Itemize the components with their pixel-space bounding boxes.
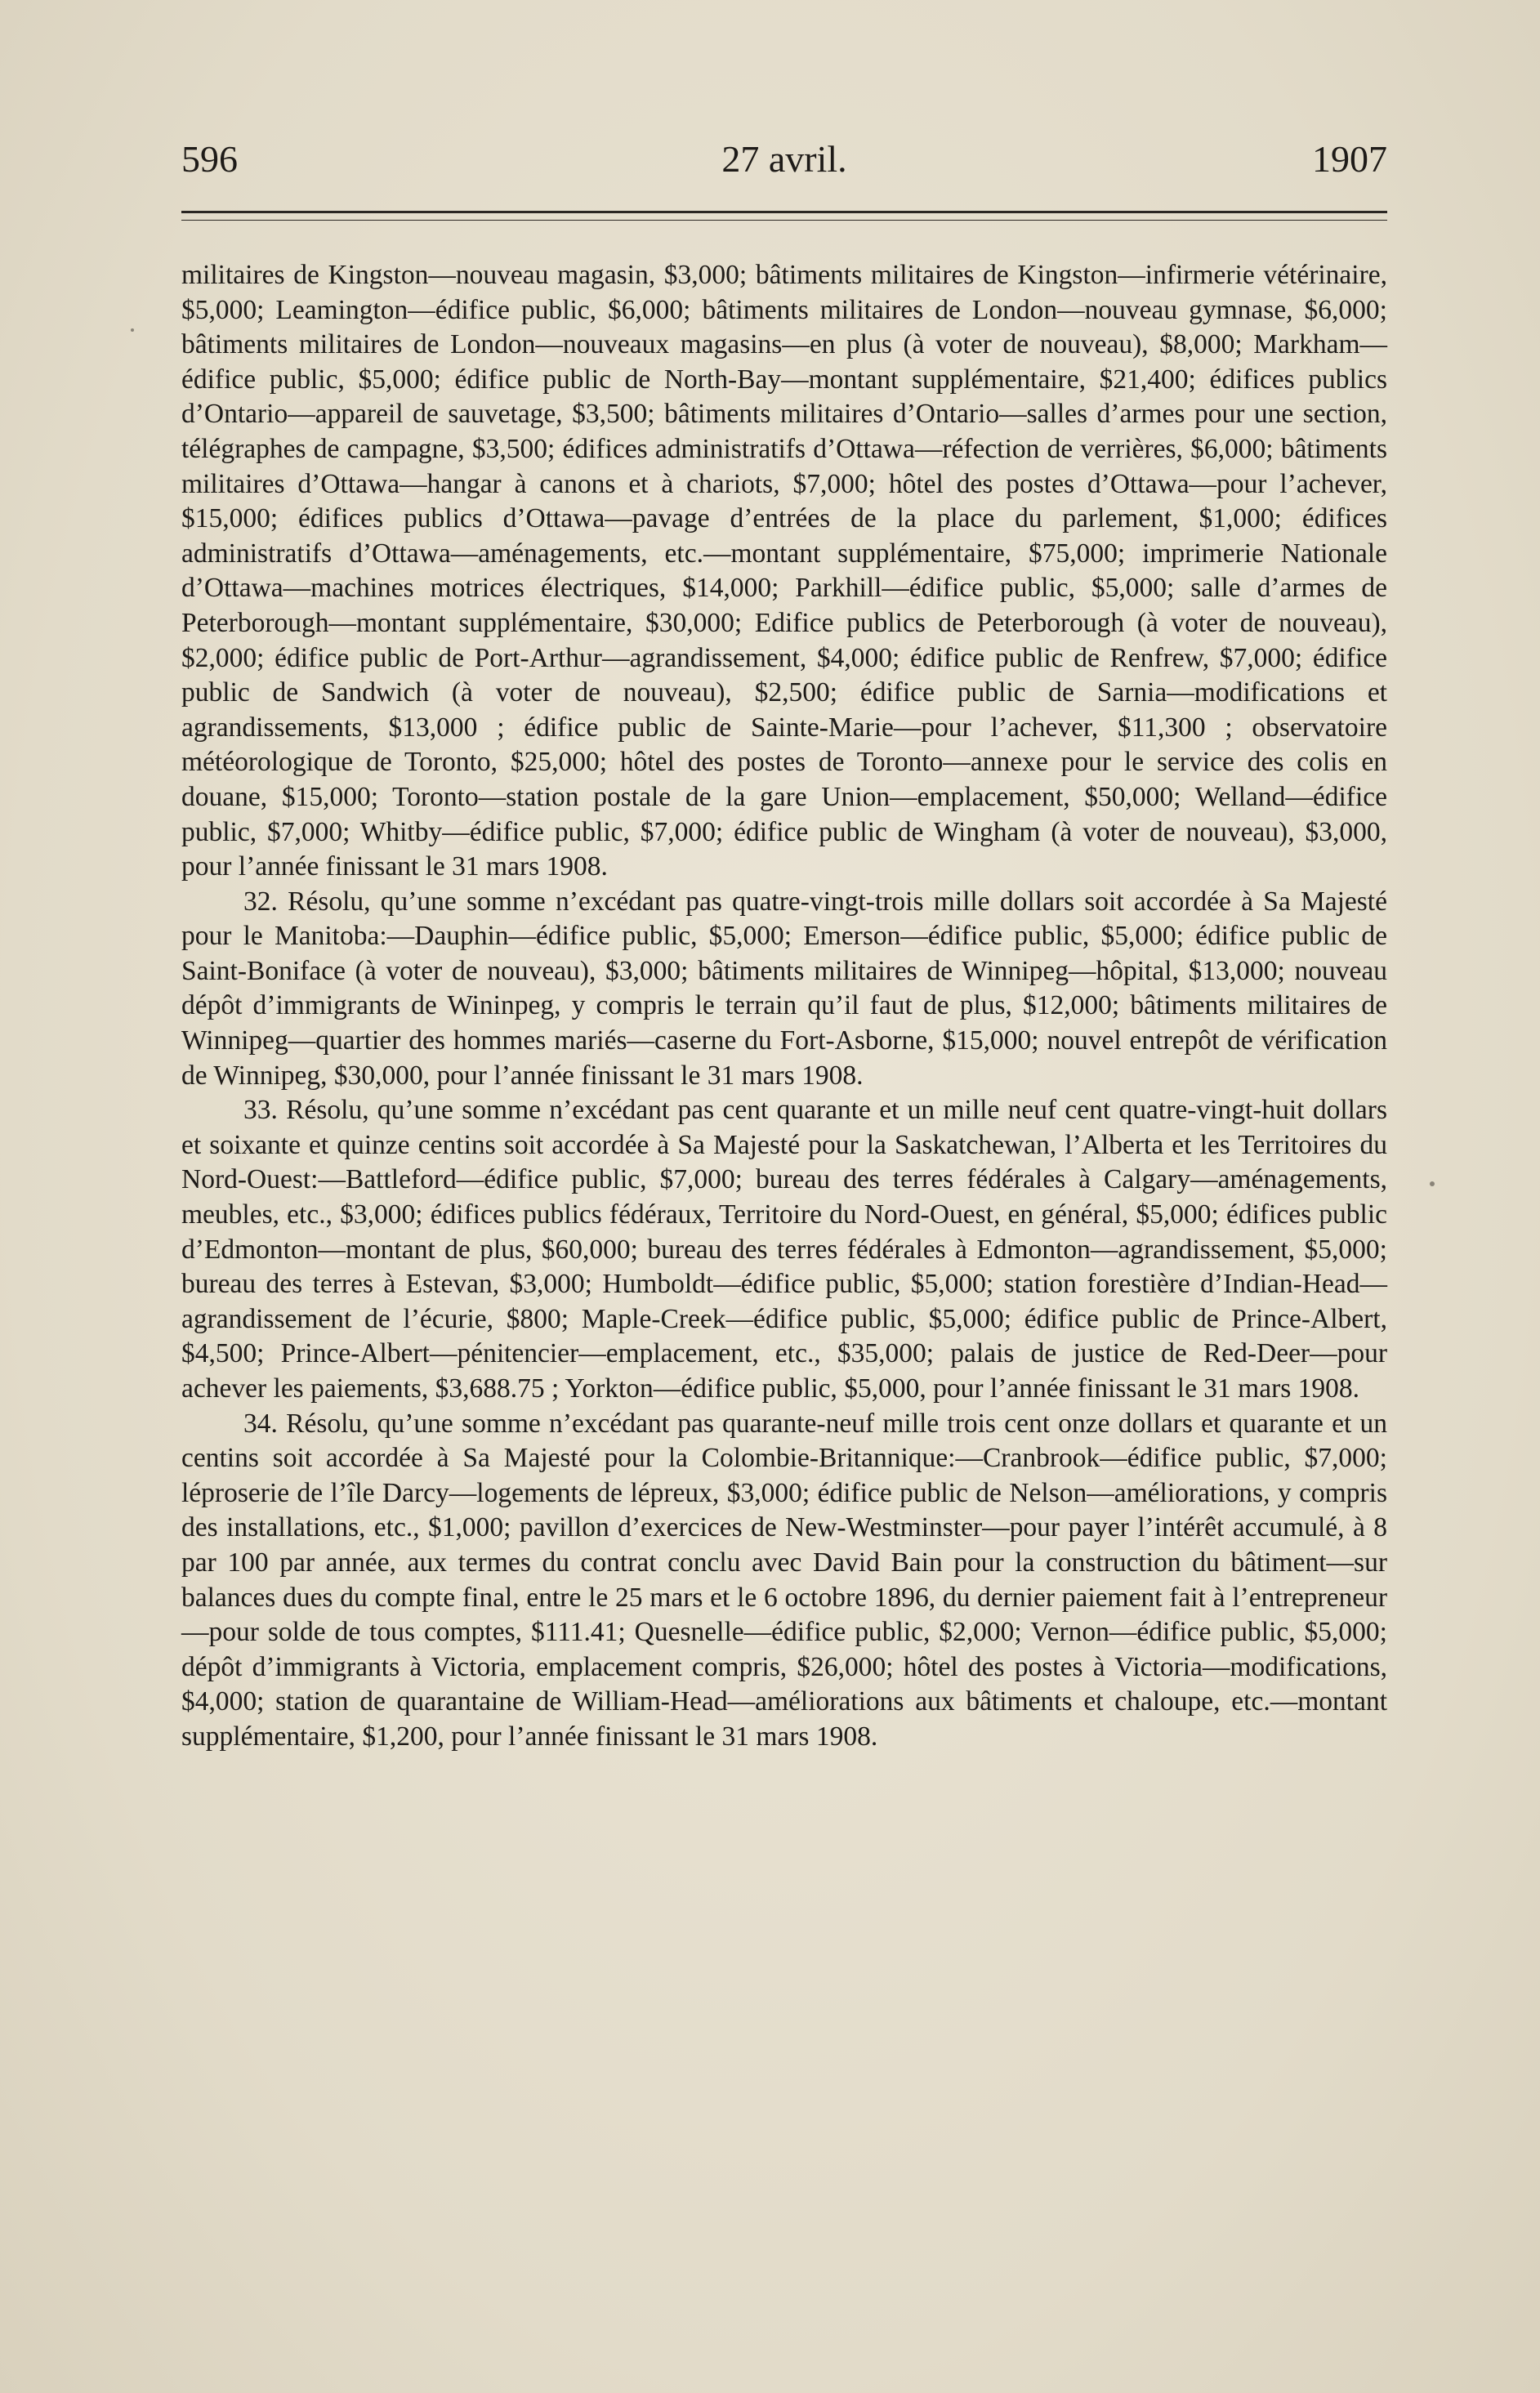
paragraph-continued: militaires de Kingston—nouveau magasin, $3,000; bâtiments militaires de Kingston—infirmerie vétérinaire, $5,000; Leamington—édifice public, $6,000; bâtiments militaires de London—nouveau gymnase, $6,000; bâtiments militaires de London—nouveaux magasins—en plus (à voter de nouveau), $8,000; Markham—édifice public, $5,000; édifice public de North-Bay—montant supplémentaire, $21,400; édifices publics d’Ontario—appareil de sauvetage, $3,500; bâtiments militaires d’Ontario—salles d’armes pour une section, télégraphes de campagne, $3,500; édifices administratifs d’Ottawa—réfection de verrières, $6,000; bâtiments militaires d’Ottawa—hangar à canons et à chariots, $7,000; hôtel des postes d’Ottawa—pour l’achever, $15,000; édifices publics d’Ottawa—pavage d’entrées de la place du parlement, $1,000; édifices administratifs d’Ottawa—aménagements, etc.—montant supplémentaire, $75,000; imprimerie Nationale d’Ottawa—machines motrices électriques, $14,000; Parkhill—édifice public, $5,000; salle d’armes de Peterborough—montant supplémentaire, $30,000; Edifice publics de Peterborough (à voter de nouveau), $2,000; édifice public de Port-Arthur—agrandissement, $4,000; édifice public de Renfrew, $7,000; édifice public de Sandwich (à voter de nouveau), $2,500; édifice public de Sarnia—modifications et agrandissements, $13,000 ; édifice public de Sainte-Marie—pour l’achever, $11,300 ; observatoire météorologique de Toronto, $25,000; hôtel des postes de Toronto—annexe pour le service des colis en douane, $15,000; Toronto—station postale de la gare Union—emplacement, $50,000; Welland—édifice public, $7,000; Whitby—édifice public, $7,000; édifice public de Wingham (à voter de nouveau), $3,000, pour l’année finissant le 31 mars 1908.	[181, 260, 1387, 882]
paper-speck	[131, 328, 134, 332]
paragraph-resolution-34: 34. Résolu, qu’une somme n’excédant pas quarante-neuf mille trois cent onze dollars et quarante et un centins soit accordée à Sa Majesté pour la Colombie-Britannique:—Cranbrook—édifice public, $7,000; léproserie de l’île Darcy—logements de lépreux, $3,000; édifice public de Nelson—améliorations, y compris des installations, etc., $1,000; pavillon d’exercices de New-Westminster—pour payer l’intérêt accumulé, à 8 par 100 par année, aux termes du contrat conclu avec David Bain pour la construction du bâtiment—sur balances dues du compte final, entre le 25 mars et le 6 octobre 1896, du dernier paiement fait à l’entrepreneur—pour solde de tous comptes, $111.41; Quesnelle—édifice public, $2,000; Vernon—édifice public, $5,000; dépôt d’immigrants à Victoria, emplacement compris, $26,000; hôtel des postes à Victoria—modifications, $4,000; station de quarantaine de William-Head—améliorations aux bâtiments et chaloupe, etc.—montant supplémentaire, $1,200, pour l’année finissant le 31 mars 1908.	[181, 1408, 1387, 1752]
body-text	[181, 258, 1387, 1755]
page-number: 596	[181, 138, 238, 180]
paper-speck	[1430, 1181, 1435, 1186]
header-rule	[181, 211, 1387, 221]
header-year: 1907	[1312, 138, 1387, 180]
paragraph-resolution-33: 33. Résolu, qu’une somme n’excédant pas cent quarante et un mille neuf cent quatre-vingt-huit dollars et soixante et quinze centins soit accordée à Sa Majesté pour la Saskatchewan, l’Alberta et les Territoires du Nord-Ouest:—Battleford—édifice public, $7,000; bureau des terres fédérales à Calgary—aménagements, meubles, etc., $3,000; édifices publics fédéraux, Territoire du Nord-Ouest, en général, $5,000; édifices public d’Edmonton—montant de plus, $60,000; bureau des terres fédérales à Edmonton—agrandissement, $5,000; bureau des terres à Estevan, $3,000; Humboldt—édifice public, $5,000; station forestière d’Indian-Head—agrandissement de l’écurie, $800; Maple-Creek—édifice public, $5,000; édifice public de Prince-Albert, $4,500; Prince-Albert—pénitencier—emplacement, etc., $35,000; palais de justice de Red-Deer—pour achever les paiements, $3,688.75 ; Yorkton—édifice public, $5,000, pour l’année finissant le 31 mars 1908.	[181, 1095, 1387, 1404]
paragraph-resolution-32: 32. Résolu, qu’une somme n’excédant pas quatre-vingt-trois mille dollars soit accordée à Sa Majesté pour le Manitoba:—Dauphin—édifice public, $5,000; Emerson—édifice public, $5,000; édifice public de Saint-Boniface (à voter de nouveau), $3,000; bâtiments militaires de Winnipeg—hôpital, $13,000; nouveau dépôt d’immigrants de Wininpeg, y compris le terrain qu’il faut de plus, $12,000; bâtiments militaires de Winnipeg—quartier des hommes mariés—caserne du Fort-Asborne, $15,000; nouvel entrepôt de vérification de Winnipeg, $30,000, pour l’année finissant le 31 mars 1908.	[181, 886, 1387, 1091]
header-date: 27 avril.	[721, 138, 847, 180]
running-header	[181, 131, 1387, 188]
